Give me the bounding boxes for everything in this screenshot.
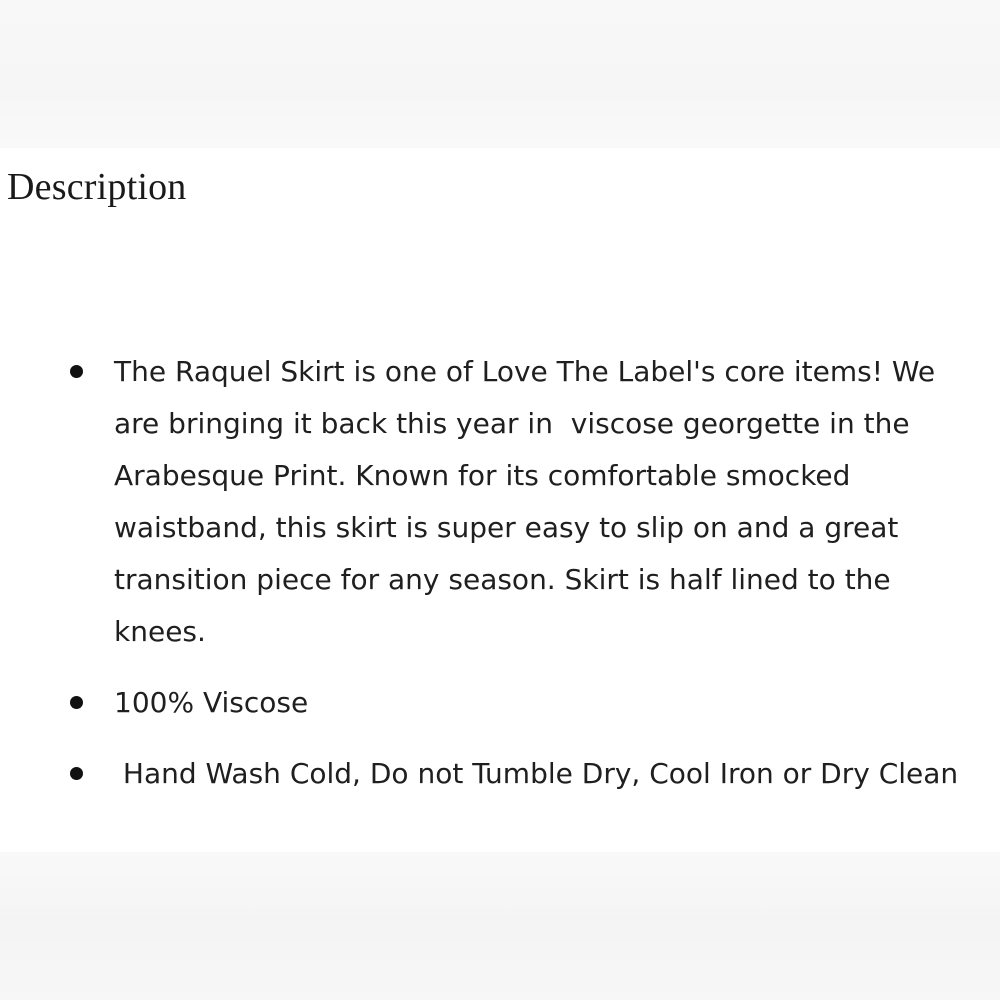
bullet-icon: [70, 365, 83, 378]
description-list-item: [0, 677, 1000, 729]
care-bullet-text: Hand Wash Cold, Do not Tumble Dry, Cool Iron or Dry Clean: [114, 757, 959, 790]
description-bullet-text: The Raquel Skirt is one of Love The Label's core items! We are bringing it back this year in viscose georgette in the Arabesque Print. Known for its comfortable smocked waistband, this skirt is super easy to slip on and a great transition piece for any season. Skirt is half lined to the knees.: [114, 355, 945, 648]
material-bullet-text: 100% Viscose: [114, 686, 309, 719]
bottom-background: [0, 852, 1000, 1000]
description-panel: [0, 148, 1000, 852]
description-heading: Description: [7, 166, 187, 208]
description-list-item: [0, 748, 1000, 800]
description-list: [0, 346, 1000, 819]
bullet-icon: [70, 767, 83, 780]
description-list-item: [0, 346, 1000, 658]
top-background: [0, 0, 1000, 148]
bullet-icon: [70, 696, 83, 709]
